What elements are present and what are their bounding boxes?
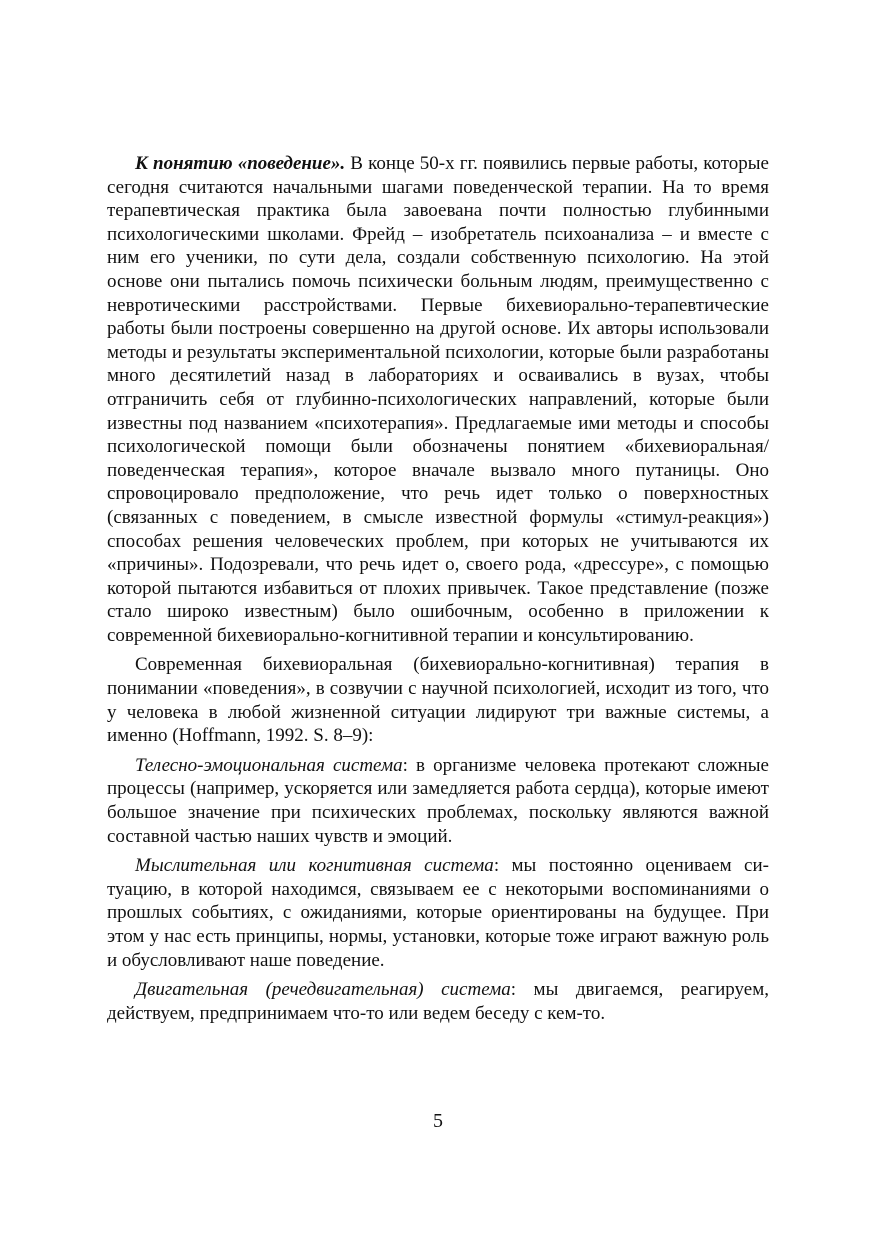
paragraph-text: Современная бихевиоральная (бихевиорально-когнитивная) терапия в понимании «поведения», в созвучии с научной психологией, исходит из того, что у человека в любой жизненной ситуации лидируют три важные системы, а именно (Hoffmann, 1992. S. 8–9): [107,654,769,747]
page-number: 5 [433,1110,443,1132]
paragraph-modern-therapy [107,653,769,747]
paragraph-text: : мы постоянно оцениваем ситуацию, в которой находимся, связываем ее с некоторыми воспоминаниями о прошлых событиях, с ожиданиями, которые ориентированы на будущее. При этом у нас есть принципы, нормы, установки, которые тоже играют важную роль и обусловливают наше поведение. [107,855,769,971]
paragraph-behavior-concept [107,152,769,647]
system-term: Телесно-эмоциональная система [135,754,403,776]
paragraph-cognitive-system [107,854,769,972]
paragraph-heading: К понятию «поведение». [135,153,346,174]
system-term: Двигательная (речедвигательная) система [135,979,511,1001]
page-body [107,152,769,1031]
paragraph-text: : в организме человека протекают сложные процессы (например, ускоряется или замедляется работа сердца), которые имеют большое значение при психических проблемах, поскольку являются важной составной частью наших чувств и эмоций. [107,754,769,847]
paragraph-body-emotional-system [107,754,769,848]
paragraph-motor-system [107,978,769,1025]
paragraph-text: : мы двигаемся, реагируем, действуем, предпринимаем что-то или ведем беседу с кем-то. [107,979,769,1024]
paragraph-text: В конце 50-х гг. появились первые работы, которые сегодня считаются начальными шагами поведенческой терапии. На то время терапевтическая практика была завоевана почти полностью глубинными психологическими школами. Фрейд – изобретатель психоанализа – и вместе с ним его ученики, по сути дела, создали собственную психологию. На этой основе они пытались помочь психически больным людям, преимущественно с невротическими расстройствами. Первые бихевиорально-терапевтические работы были построены совершенно на другой основе. Их авторы использовали методы и результаты экспериментальной психологии, которые были разработаны много десятилетий назад в лабораториях и осваивались в вузах, чтобы отграничить себя от глубинно-психологических направлений, которые были известны под названием «психотерапия». Предлагаемые ими методы и способы психологической помощи были обозначены понятием «бихевиоральная/поведенческая терапия», которое вначале вызвало много путаницы. Оно спровоцировало предположение, что речь идет только о поверхностных (связанных с поведением, в смысле известной формулы «стимул-реакция») способах решения человеческих проблем, при которых не учитываются их «причины». Подозревали, что речь идет о, своего рода, «дрессуре», с помощью которой пытаются избавиться от плохих привычек. Такое представление (позже стало широко известным) было ошибочным, особенно в приложении к современной бихевиорально-когнитивной терапии и консультированию. [107,153,769,646]
system-term: Мыслительная или когнитивная система [135,855,494,877]
